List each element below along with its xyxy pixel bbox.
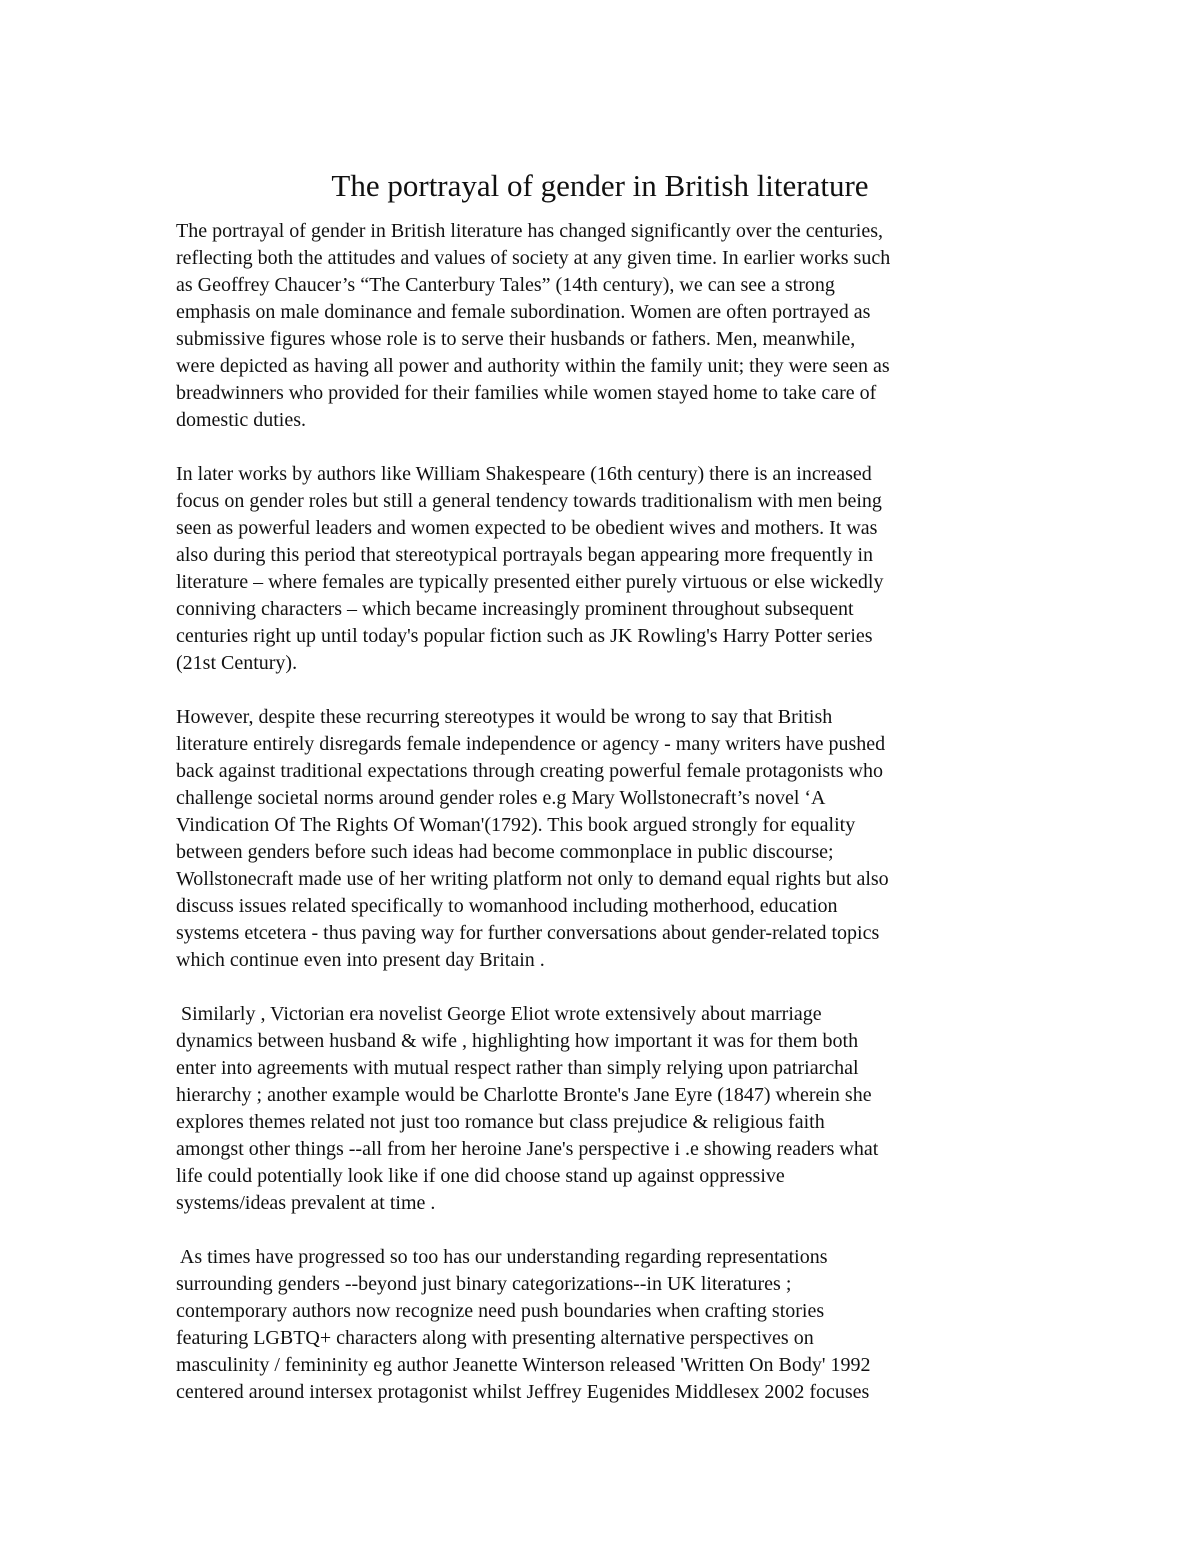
- paragraph: [176, 218, 1026, 434]
- paragraph-line: Vindication Of The Rights Of Woman'(1792). This book argued strongly for equality: [176, 814, 856, 836]
- paragraph-line: Similarly , Victorian era novelist George Eliot wrote extensively about marriage: [176, 1003, 822, 1025]
- paragraph: [176, 1244, 1026, 1406]
- paragraph-line: literature – where females are typically presented either purely virtuous or else wickedly: [176, 571, 884, 593]
- paragraph-line: breadwinners who provided for their families while women stayed home to take care of: [176, 382, 877, 404]
- paragraph-line: amongst other things --all from her heroine Jane's perspective i .e showing readers what: [176, 1138, 879, 1160]
- paragraph-line: The portrayal of gender in British literature has changed significantly over the centuries,: [176, 220, 883, 242]
- paragraph-line: centuries right up until today's popular fiction such as JK Rowling's Harry Potter series: [176, 625, 873, 647]
- paragraph-line: focus on gender roles but still a general tendency towards traditionalism with men being: [176, 490, 882, 512]
- paragraph-line: submissive figures whose role is to serve their husbands or fathers. Men, meanwhile,: [176, 328, 856, 350]
- document-body: [176, 218, 1026, 1433]
- paragraph-line: contemporary authors now recognize need push boundaries when crafting stories: [176, 1300, 825, 1322]
- paragraph-line: As times have progressed so too has our understanding regarding representations: [176, 1246, 828, 1268]
- paragraph-line: featuring LGBTQ+ characters along with presenting alternative perspectives on: [176, 1327, 814, 1349]
- paragraph-line: also during this period that stereotypical portrayals began appearing more frequently in: [176, 544, 874, 566]
- paragraph-line: masculinity / femininity eg author Jeanette Winterson released 'Written On Body' 1992: [176, 1354, 871, 1376]
- paragraph-line: back against traditional expectations through creating powerful female protagonists who: [176, 760, 884, 782]
- paragraph-line: which continue even into present day Britain .: [176, 949, 545, 971]
- paragraph-line: hierarchy ; another example would be Charlotte Bronte's Jane Eyre (1847) wherein she: [176, 1084, 872, 1106]
- paragraph-line: domestic duties.: [176, 409, 306, 431]
- paragraph-line: systems etcetera - thus paving way for further conversations about gender-related topics: [176, 922, 880, 944]
- paragraph-line: emphasis on male dominance and female subordination. Women are often portrayed as: [176, 301, 871, 323]
- paragraph-line: between genders before such ideas had become commonplace in public discourse;: [176, 841, 834, 863]
- paragraph-line: However, despite these recurring stereotypes it would be wrong to say that British: [176, 706, 833, 728]
- paragraph: [176, 461, 1026, 677]
- paragraph-line: as Geoffrey Chaucer’s “The Canterbury Tales” (14th century), we can see a strong: [176, 274, 835, 296]
- paragraph-line: systems/ideas prevalent at time .: [176, 1192, 436, 1214]
- paragraph-line: literature entirely disregards female independence or agency - many writers have pushed: [176, 733, 886, 755]
- paragraph-line: challenge societal norms around gender roles e.g Mary Wollstonecraft’s novel ‘A: [176, 787, 826, 809]
- paragraph-line: reflecting both the attitudes and values of society at any given time. In earlier works such: [176, 247, 891, 269]
- paragraph-line: were depicted as having all power and authority within the family unit; they were seen as: [176, 355, 890, 377]
- paragraph-line: discuss issues related specifically to womanhood including motherhood, education: [176, 895, 838, 917]
- paragraph-line: centered around intersex protagonist whilst Jeffrey Eugenides Middlesex 2002 focuses: [176, 1381, 870, 1403]
- paragraph-line: dynamics between husband & wife , highlighting how important it was for them both: [176, 1030, 859, 1052]
- paragraph-line: In later works by authors like William Shakespeare (16th century) there is an increased: [176, 463, 872, 485]
- paragraph: [176, 1001, 1026, 1217]
- document-title: The portrayal of gender in British literature: [331, 168, 869, 203]
- paragraph-line: conniving characters – which became increasingly prominent throughout subsequent: [176, 598, 854, 620]
- paragraph-line: (21st Century).: [176, 652, 298, 674]
- paragraph-line: enter into agreements with mutual respect rather than simply relying upon patriarchal: [176, 1057, 859, 1079]
- paragraph-line: life could potentially look like if one did choose stand up against oppressive: [176, 1165, 785, 1187]
- paragraph-line: Wollstonecraft made use of her writing platform not only to demand equal rights but also: [176, 868, 889, 890]
- paragraph-line: surrounding genders --beyond just binary categorizations--in UK literatures ;: [176, 1273, 792, 1295]
- paragraph: [176, 704, 1026, 974]
- paragraph-line: seen as powerful leaders and women expected to be obedient wives and mothers. It was: [176, 517, 878, 539]
- paragraph-line: explores themes related not just too romance but class prejudice & religious faith: [176, 1111, 825, 1133]
